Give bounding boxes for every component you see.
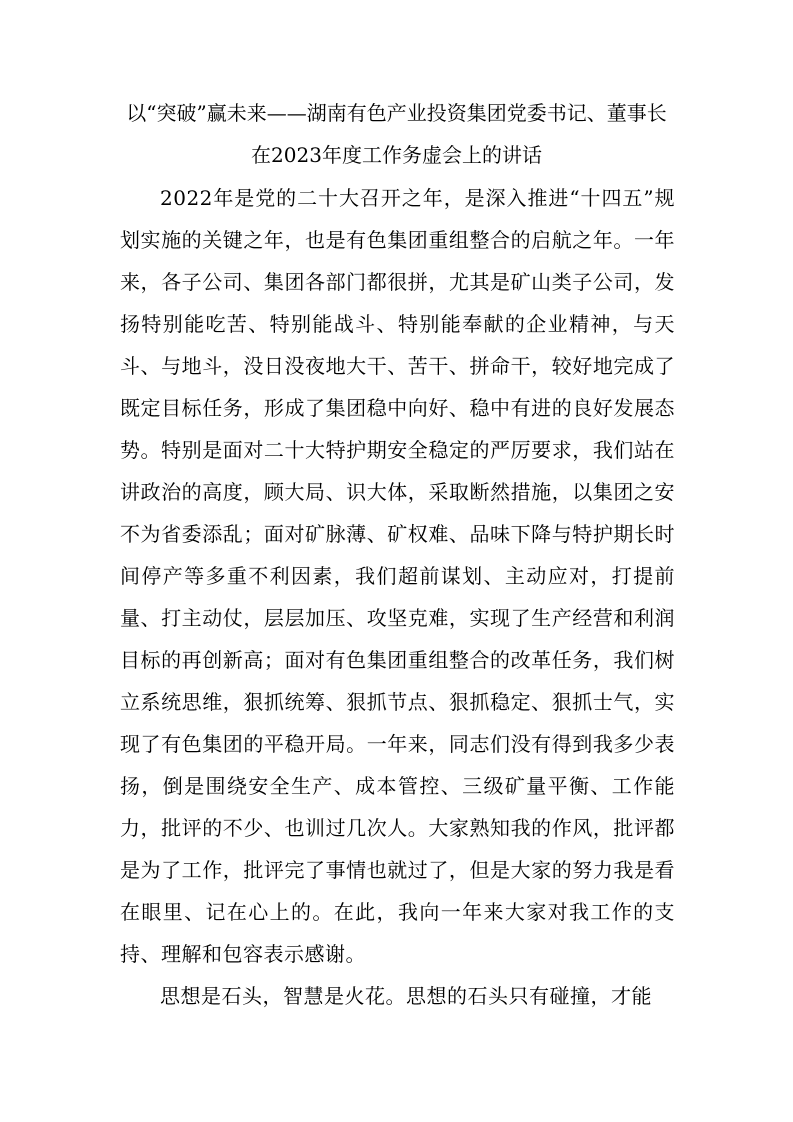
paragraph-2: 思想是石头，智慧是火花。思想的石头只有碰撞，才能	[160, 984, 652, 1008]
paragraph-1: 2022年是党的二十大召开之年，是深入推进“十四五”规划实施的关键之年，也是有色集团重组整合的启航之年。一年来，各子公司、集团各部门都很拼，尤其是矿山类子公司，发扬特别能吃苦、特别能战斗、特别能奉献的企业精神，与天斗、与地斗，没日没夜地大干、苦干、拼命干，较好地完成了既定目标任务，形成了集团稳中向好、稳中有进的良好发展态势。特别是面对二十大特护期安全稳定的严厉要求，我们站在讲政治的高度，顾大局、识大体，采取断然措施，以集团之安不为省委添乱；面对矿脉薄、矿权难、品味下降与特护期长时间停产等多重不利因素，我们超前谋划、主动应对，打提前量、打主动仗，层层加压、攻坚克难，实现了生产经营和利润目标的再创新高；面对有色集团重组整合的改革任务，我们树立系统思维，狠抓统筹、狠抓节点、狠抓稳定、狠抓士气，实现了有色集团的平稳开局。一年来，同志们没有得到我多少表扬，倒是围绕安全生产、成本管控、三级矿量平衡、工作能力，批评的不少、也训过几次人。大家熟知我的作风，批评都是为了工作，批评完了事情也就过了，但是大家的努力我是看在眼里、记在心上的。在此，我向一年来大家对我工作的支持、理解和包容表示感谢。	[120, 186, 675, 966]
document-title: 以“突破”赢未来——湖南有色产业投资集团党委书记、董事长在2023年度工作务虚会上的讲话	[126, 101, 667, 167]
document-body	[120, 177, 675, 1017]
